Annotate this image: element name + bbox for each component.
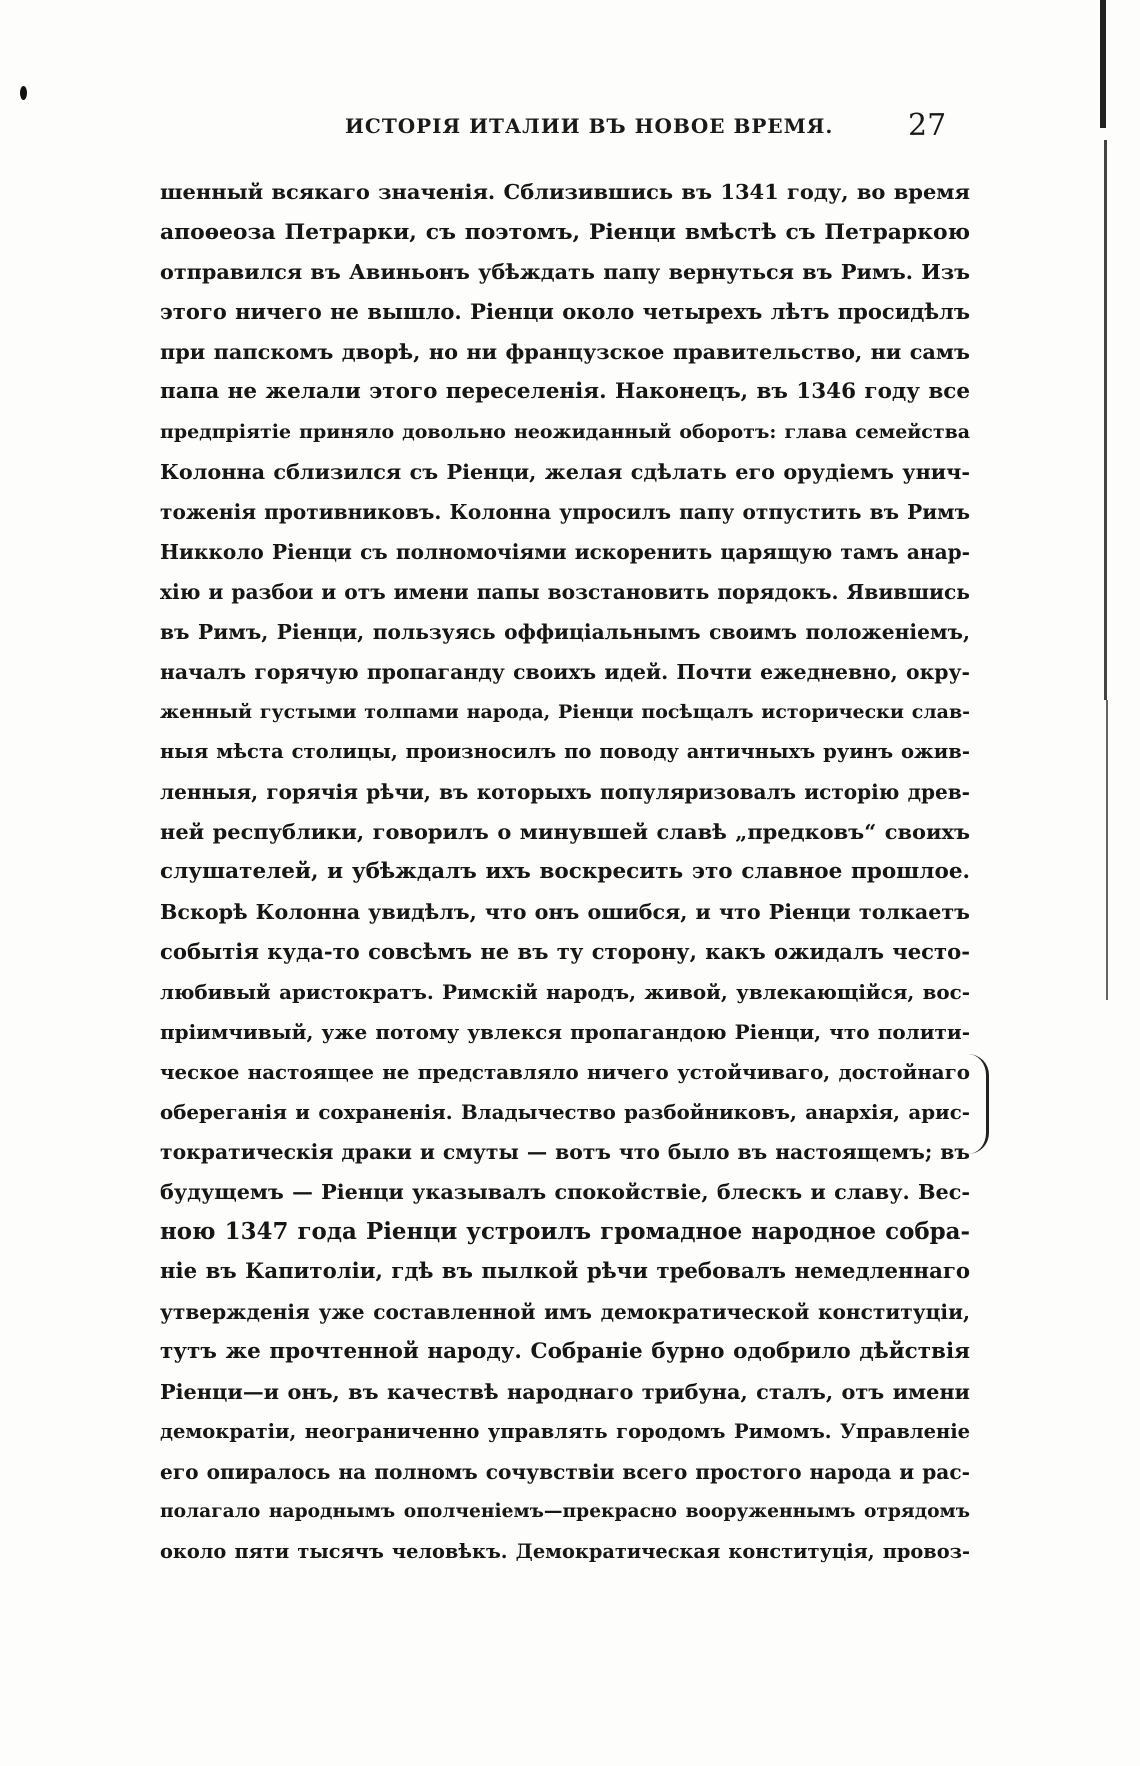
- text-line: хію и разбои и отъ имени папы возстановить порядокъ. Явившись: [160, 580, 970, 604]
- text-line: обереганія и сохраненія. Владычество разбойниковъ, анархія, арис-: [160, 1100, 970, 1124]
- text-line: утвержденія уже составленной имъ демократической конституціи,: [160, 1300, 970, 1324]
- running-header: ИСТОРІЯ ИТАЛИИ ВЪ НОВОЕ ВРЕМЯ.: [345, 114, 834, 138]
- text-line: Вскорѣ Колонна увидѣлъ, что онъ ошибся, и что Ріенци толкаетъ: [160, 900, 970, 924]
- text-line: слушателей, и убѣждалъ ихъ воскресить это славное прошлое.: [160, 859, 970, 884]
- text-line: ною 1347 года Ріенци устроилъ громадное народное собра-: [160, 1218, 970, 1245]
- text-line: женный густыми толпами народа, Ріенци посѣщалъ исторически слав-: [160, 701, 970, 723]
- text-line: пріимчивый, уже потому увлекся пропагандою Ріенци, что полити-: [160, 1020, 970, 1044]
- text-line: этого ничего не вышло. Ріенци около четырехъ лѣтъ просидѣлъ: [160, 299, 970, 324]
- body-text: [160, 172, 970, 1572]
- text-line: ней республики, говорилъ о минувшей славѣ „предковъ“ своихъ: [160, 819, 970, 844]
- margin-bracket-mark: [968, 1054, 989, 1154]
- text-line: полагало народнымъ ополченіемъ—прекрасно вооруженнымъ отрядомъ: [160, 1501, 970, 1522]
- text-line: папа не желали этого переселенія. Наконецъ, въ 1346 году все: [160, 379, 970, 404]
- ink-speck: [20, 86, 27, 100]
- page-edge-shadow: [1100, 0, 1106, 128]
- text-line: ніе въ Капитоліи, гдѣ въ пылкой рѣчи требовалъ немедленнаго: [160, 1259, 970, 1284]
- text-line: тутъ же прочтенной народу. Собраніе бурно одобрило дѣйствія: [160, 1339, 970, 1364]
- text-line: ныя мѣста столицы, произносилъ по поводу античныхъ руинъ ожив-: [160, 740, 970, 763]
- text-line: предпріятіе приняло довольно неожиданный оборотъ: глава семейства: [160, 421, 970, 443]
- text-line: началъ горячую пропаганду своихъ идей. Почти ежедневно, окру-: [160, 660, 970, 684]
- text-line: около пяти тысячъ человѣкъ. Демократическая конституція, провоз-: [160, 1540, 970, 1563]
- text-line: тократическія драки и смуты — вотъ что было въ настоящемъ; въ: [160, 1140, 970, 1164]
- text-line: будущемъ — Ріенци указывалъ спокойствіе, блескъ и славу. Вес-: [160, 1180, 970, 1204]
- text-line: въ Римъ, Ріенци, пользуясь оффиціальнымъ своимъ положеніемъ,: [160, 620, 970, 644]
- text-line: ленныя, горячія рѣчи, въ которыхъ популяризовалъ исторію древ-: [160, 780, 970, 804]
- text-line: тоженія противниковъ. Колонна упросилъ папу отпустить въ Римъ: [160, 500, 970, 524]
- text-line: отправился въ Авиньонъ убѣждать папу вернуться въ Римъ. Изъ: [160, 260, 970, 284]
- text-line: шенный всякаго значенія. Сблизившись въ 1341 году, во время: [160, 179, 970, 204]
- text-line: любивый аристократъ. Римскій народъ, живой, увлекающійся, вос-: [160, 980, 970, 1004]
- text-line: ческое настоящее не представляло ничего устойчиваго, достойнаго: [160, 1060, 970, 1084]
- text-line: апоѳеоза Петрарки, съ поэтомъ, Ріенци вмѣстѣ съ Петраркою: [160, 219, 970, 245]
- page-edge-shadow: [1106, 700, 1108, 1000]
- text-line: демократіи, неограниченно управлять городомъ Римомъ. Управленіе: [160, 1420, 970, 1443]
- text-line: его опиралось на полномъ сочувствіи всего простого народа и рас-: [160, 1460, 970, 1484]
- page-number: 27: [908, 108, 947, 143]
- text-line: событія куда-то совсѣмъ не въ ту сторону, какъ ожидалъ често-: [160, 939, 970, 964]
- text-line: Ріенци—и онъ, въ качествѣ народнаго трибуна, сталъ, отъ имени: [160, 1379, 970, 1404]
- text-line: при папскомъ дворѣ, но ни французское правительство, ни самъ: [160, 339, 970, 364]
- text-line: Колонна сблизился съ Ріенци, желая сдѣлать его орудіемъ унич-: [160, 459, 970, 484]
- page-edge-shadow: [1104, 140, 1107, 700]
- text-line: Никколо Ріенци съ полномочіями искоренить царящую тамъ анар-: [160, 540, 970, 564]
